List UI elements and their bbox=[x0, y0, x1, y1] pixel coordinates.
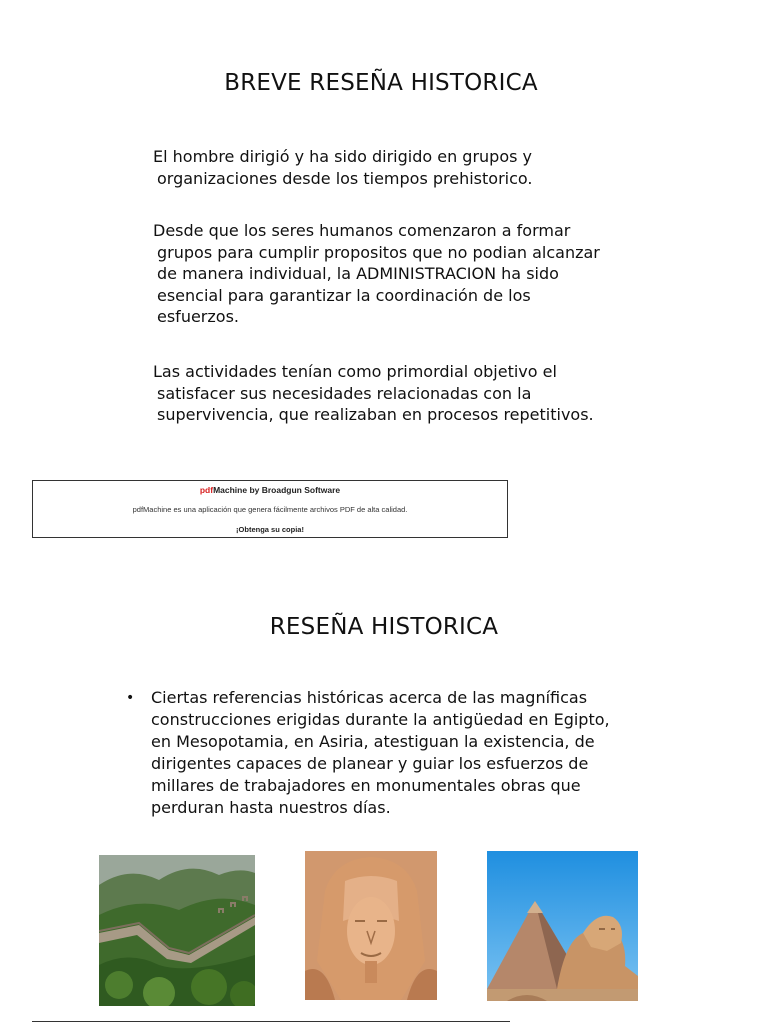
pyramid-sphinx-image bbox=[487, 851, 638, 1001]
paragraph-line: grupos para cumplir propositos que no podian alcanzar bbox=[157, 242, 600, 262]
pharaoh-statue-photo bbox=[305, 851, 437, 1000]
ad-brand-prefix: pdf bbox=[199, 485, 214, 495]
paragraph-line: de manera individual, la ADMINISTRACION ha sido bbox=[157, 264, 559, 283]
paragraph-line: El hombre dirigió y ha sido dirigido en grupos y bbox=[153, 147, 533, 166]
paragraph-line: esfuerzos. bbox=[157, 307, 239, 326]
ad-title bbox=[33, 485, 507, 495]
slide-title: BREVE RESEÑA HISTORICA bbox=[224, 70, 538, 96]
paragraph-line: supervivencia, que realizaban en procesos repetitivos. bbox=[157, 405, 594, 424]
ad-brand-rest: Machine by Broadgun Software bbox=[213, 485, 341, 495]
pdfmachine-ad-banner[interactable] bbox=[32, 480, 508, 538]
paragraph-line: Las actividades tenían como primordial objetivo el bbox=[153, 362, 557, 381]
bullet-line: en Mesopotamia, en Asiria, atestiguan la existencia, de bbox=[151, 732, 595, 751]
paragraph-line: esencial para garantizar la coordinación de los bbox=[157, 285, 531, 305]
paragraph-line: satisfacer sus necesidades relacionadas con la bbox=[157, 383, 532, 403]
paragraph-line: organizaciones desde los tiempos prehistorico. bbox=[157, 168, 533, 188]
pyramid-sphinx-photo bbox=[487, 851, 638, 1001]
bullet-line: dirigentes capaces de planear y guiar los esfuerzos de bbox=[151, 754, 589, 773]
ad-description: pdfMachine es una aplicación que genera fácilmente archivos PDF de alta calidad. bbox=[132, 505, 408, 514]
bullet-line: construcciones erigidas durante la antigüedad en Egipto, bbox=[151, 710, 610, 729]
paragraph-administration bbox=[153, 220, 673, 328]
slide-title: RESEÑA HISTORICA bbox=[269, 614, 499, 640]
great-wall-image bbox=[99, 855, 255, 1006]
ad-get-copy-link[interactable]: ¡Obtenga su copia! bbox=[236, 525, 304, 534]
page-divider bbox=[32, 1021, 510, 1022]
bullet-line: millares de trabajadores en monumentales obras que bbox=[151, 776, 581, 795]
bullet-line: Ciertas referencias históricas acerca de las magníficas bbox=[151, 688, 588, 707]
paragraph-prehistory bbox=[153, 146, 673, 189]
pharaoh-statue-image bbox=[305, 851, 437, 1000]
paragraph-activities bbox=[153, 361, 673, 426]
bullet-item bbox=[151, 687, 610, 819]
paragraph-line: Desde que los seres humanos comenzaron a formar bbox=[153, 221, 571, 240]
bullet-icon: • bbox=[126, 690, 135, 706]
great-wall-photo bbox=[99, 855, 255, 1006]
bullet-line: perduran hasta nuestros días. bbox=[151, 798, 391, 817]
